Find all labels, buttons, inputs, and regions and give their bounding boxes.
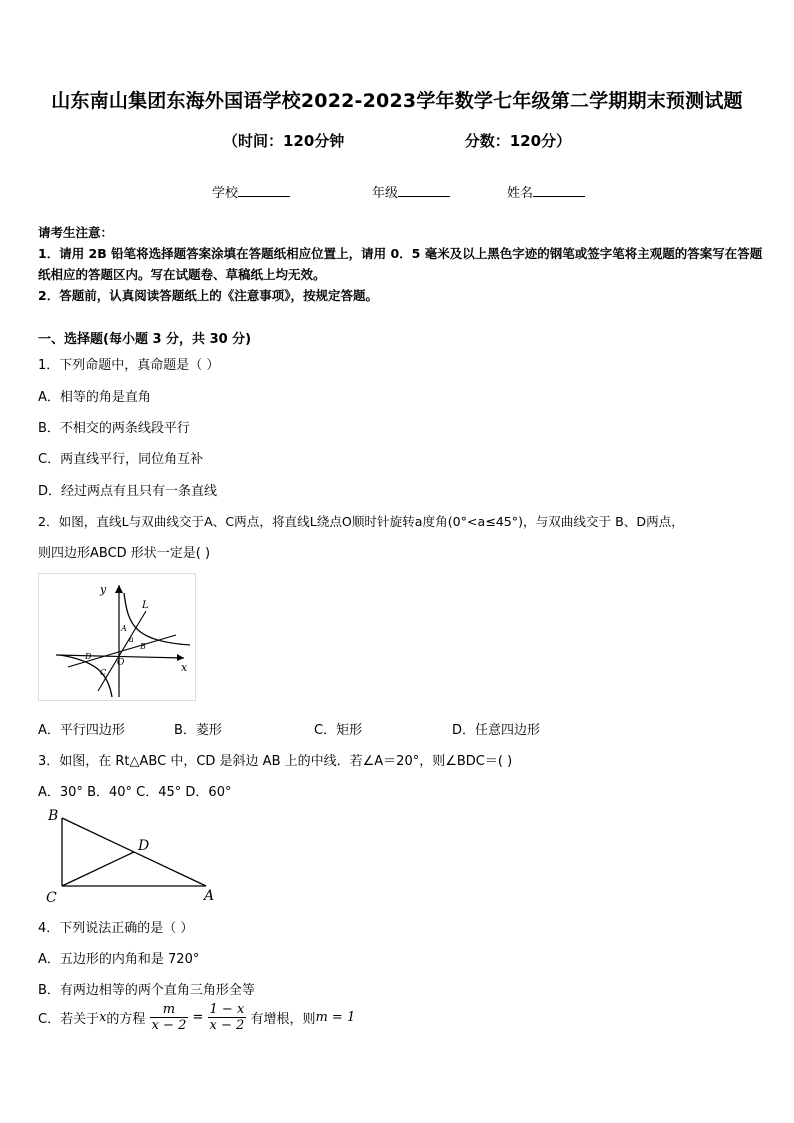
q3-stem: 3．如图，在 Rt△ABC 中，CD 是斜边 AB 上的中线．若∠A＝20°，则∠BDC＝( )	[38, 754, 513, 769]
q1-option-a: A．相等的角是直角	[38, 390, 151, 405]
label-B: B	[140, 642, 146, 651]
q2-option-c: C．矩形	[314, 723, 363, 738]
notice-item-2: 2．答题前，认真阅读答题纸上的《注意事项》，按规定答题。	[38, 288, 378, 303]
q2-stem-line2: 则四边形ABCD 形状一定是( )	[38, 546, 211, 561]
grade-blank	[398, 184, 450, 197]
grade-field	[372, 182, 450, 201]
q4-c-prefix: C．若关于	[38, 1012, 100, 1027]
fraction-2-numerator: 1 − x	[209, 1002, 245, 1017]
label-L: L	[142, 600, 149, 611]
school-field	[212, 182, 290, 201]
fraction-1-numerator: m	[150, 1002, 189, 1018]
q1-stem: 1．下列命题中，真命题是（ ）	[38, 358, 220, 373]
notice-item-1: 1．请用 2B 铅笔将选择题答案涂填在答题纸相应位置上，请用 0．5 毫米及以上黑色字迹的钢笔或签字笔将主观题的答案写在答题纸相应的答题区内。写在试题卷、草稿纸上均无效。	[38, 246, 763, 282]
q1-option-b: B．不相交的两条线段平行	[38, 421, 190, 436]
school-label: 学校	[212, 186, 239, 201]
school-blank	[238, 184, 290, 197]
q4-option-b: B．有两边相等的两个直角三角形全等	[38, 983, 255, 998]
label-C: C	[100, 668, 107, 677]
q4-c-mid: 的方程	[106, 1012, 146, 1027]
label-y: y	[100, 583, 107, 596]
q1-option-c: C．两直线平行，同位角互补	[38, 452, 204, 467]
q1-option-d: D．经过两点有且只有一条直线	[38, 484, 218, 499]
fraction-1	[150, 1002, 189, 1033]
exam-time: （时间：120分钟	[222, 132, 345, 150]
equals-sign: =	[192, 1010, 204, 1025]
label-x: x	[181, 661, 188, 674]
grade-label: 年级	[372, 186, 399, 201]
point-D: D	[138, 838, 150, 854]
name-blank	[533, 184, 585, 197]
name-field	[507, 182, 585, 201]
vertex-B: B	[48, 808, 59, 824]
median-CD	[62, 852, 134, 886]
section-heading: 一、选择题(每小题 3 分，共 30 分)	[38, 332, 252, 347]
label-D: D	[85, 652, 92, 661]
vertex-C: C	[46, 890, 57, 906]
q4-stem: 4．下列说法正确的是（ ）	[38, 921, 194, 936]
q4-option-a: A．五边形的内角和是 720°	[38, 952, 200, 967]
fraction-2-denominator: x − 2	[209, 1018, 245, 1033]
notice-heading: 请考生注意：	[38, 225, 114, 240]
q2-option-b: B．菱形	[174, 723, 222, 738]
exam-subtitle	[0, 130, 794, 151]
fraction-2	[208, 1002, 247, 1033]
label-O: O	[117, 658, 125, 668]
notice-block	[38, 222, 763, 306]
q4-c-result: m = 1	[315, 1010, 356, 1025]
q2-option-a: A．平行四边形	[38, 723, 125, 738]
label-A: A	[121, 624, 127, 633]
exam-score: 分数：120分）	[464, 132, 572, 150]
q3-triangle-figure	[40, 804, 230, 908]
name-label: 姓名	[507, 186, 534, 201]
q3-options: A．30° B．40° C．45° D．60°	[38, 785, 232, 800]
q4-c-suffix: 有增根，则	[250, 1012, 316, 1027]
q2-hyperbola-figure	[38, 573, 196, 701]
vertex-A: A	[204, 888, 215, 904]
page-title: 山东南山集团东海外国语学校2022-2023学年数学七年级第二学期期末预测试题	[51, 90, 743, 112]
q4-option-c	[38, 1002, 355, 1033]
q2-option-d: D．任意四边形	[452, 723, 541, 738]
fraction-1-denominator: x − 2	[151, 1018, 187, 1033]
q2-stem-line1: 2．如图，直线L与双曲线交于A、C两点，将直线L绕点O顺时针旋转a度角(0°<a≤45°)，与双曲线交于 B、D两点，	[38, 514, 684, 529]
q4-c-var: x	[99, 1010, 107, 1025]
label-a: a	[129, 635, 134, 644]
